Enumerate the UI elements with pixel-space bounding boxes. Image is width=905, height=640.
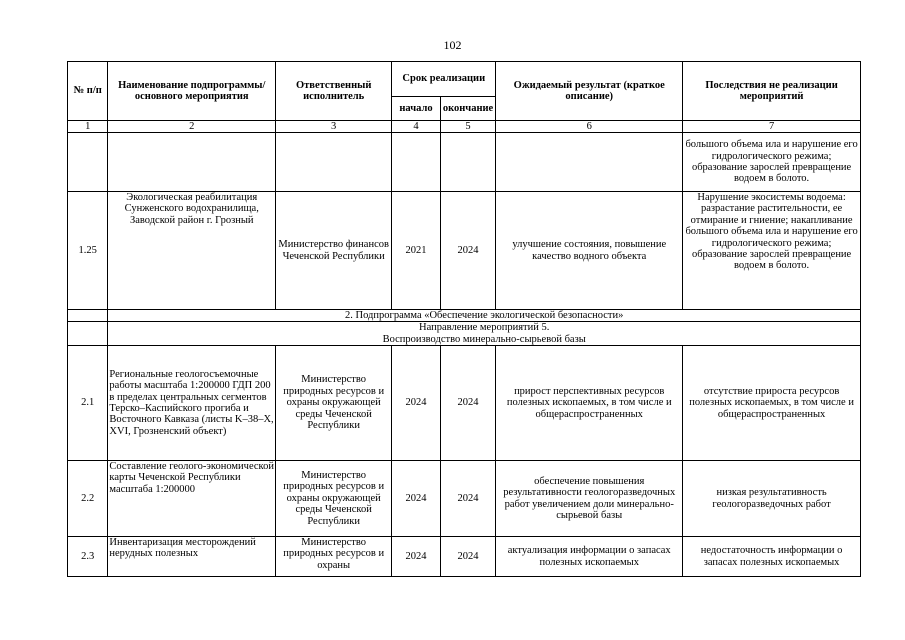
cell-result: обеспечение повышения результативности геологоразведочных работ увеличением доли минерально-сырьевой базы xyxy=(496,461,683,537)
cell-consequences: отсутствие прироста ресурсов полезных ископаемых, в том числе и общераспространенных xyxy=(683,346,861,461)
table-row xyxy=(68,192,861,310)
cell-start: 2024 xyxy=(392,346,440,461)
cell-end: 2024 xyxy=(440,537,496,577)
cell-no: 2.1 xyxy=(68,346,108,461)
cell-name xyxy=(108,133,276,192)
cell-start: 2024 xyxy=(392,537,440,577)
header-result: Ожидаемый результат (краткое описание) xyxy=(496,62,683,121)
table-row xyxy=(68,346,861,461)
table-row xyxy=(68,537,861,577)
header-term: Срок реализации xyxy=(392,62,496,97)
cell-end xyxy=(440,133,496,192)
cell-consequences: большого объема ила и нарушение его гидрологического режима; образование зарослей превращение водоем в болото. xyxy=(683,133,861,192)
column-number: 1 xyxy=(68,121,108,133)
measures-table xyxy=(67,61,861,577)
cell-executor xyxy=(276,133,392,192)
cell-name: Инвентаризация месторождений нерудных полезных xyxy=(108,537,276,577)
cell-executor: Министерство природных ресурсов и охраны окружающей среды Чеченской Республики xyxy=(276,461,392,537)
page-number: 102 xyxy=(443,38,462,52)
cell-no xyxy=(68,310,108,322)
header-row xyxy=(68,62,861,97)
cell-start: 2024 xyxy=(392,461,440,537)
cell-consequences: низкая результативность геологоразведочных работ xyxy=(683,461,861,537)
cell-executor: Министерство природных ресурсов и охраны окружающей среды Чеченской Республики xyxy=(276,346,392,461)
table-row xyxy=(68,133,861,192)
cell-name: Региональные геологосъемочные работы масштаба 1:200000 ГДП 200 в пределах центральных сегментов Терско–Каспийского прогиба и Восточного Кавказа (листы K–38–X, XVI, Грозненский объект) xyxy=(108,346,276,461)
cell-no: 2.3 xyxy=(68,537,108,577)
cell-no xyxy=(68,133,108,192)
cell-end: 2024 xyxy=(440,461,496,537)
column-number: 2 xyxy=(108,121,276,133)
section-title: 2. Подпрограмма «Обеспечение экологической безопасности» xyxy=(108,310,861,322)
header-consequences: Последствия не реализации мероприятий xyxy=(683,62,861,121)
header-start: начало xyxy=(392,97,440,121)
direction-title xyxy=(108,322,861,346)
column-number: 6 xyxy=(496,121,683,133)
cell-result: актуализация информации о запасах полезных ископаемых xyxy=(496,537,683,577)
cell-result: прирост перспективных ресурсов полезных ископаемых, в том числе и общераспространенных xyxy=(496,346,683,461)
cell-consequences: Нарушение экосистемы водоема: разрастание растительности, ее отмирание и гниение; накапливание большого объема ила и нарушение его гидрологического режима; образование зарослей превращение водоем в болото. xyxy=(683,192,861,310)
header-end: окончание xyxy=(440,97,496,121)
column-number: 5 xyxy=(440,121,496,133)
table-row xyxy=(68,461,861,537)
cell-start: 2021 xyxy=(392,192,440,310)
column-number: 7 xyxy=(683,121,861,133)
cell-no xyxy=(68,322,108,346)
section-row xyxy=(68,310,861,322)
direction-row xyxy=(68,322,861,346)
header-no: № п/п xyxy=(68,62,108,121)
cell-result: улучшение состояния, повышение качество водного объекта xyxy=(496,192,683,310)
direction-line-2: Воспроизводство минерально-сырьевой базы xyxy=(382,333,586,345)
cell-consequences: недостаточность информации о запасах полезных ископаемых xyxy=(683,537,861,577)
cell-name: Составление геолого-экономической карты Чеченской Республики масштаба 1:200000 xyxy=(108,461,276,537)
cell-start xyxy=(392,133,440,192)
cell-executor: Министерство финансов Чеченской Республики xyxy=(276,192,392,310)
cell-end: 2024 xyxy=(440,192,496,310)
header-executor: Ответственный исполнитель xyxy=(276,62,392,121)
cell-name: Экологическая реабилитация Сунженского водохранилища, Заводской район г. Грозный xyxy=(108,192,276,310)
cell-no: 1.25 xyxy=(68,192,108,310)
column-number: 3 xyxy=(276,121,392,133)
direction-line-1: Направление мероприятий 5. xyxy=(419,322,550,334)
cell-executor: Министерство природных ресурсов и охраны xyxy=(276,537,392,577)
header-name: Наименование подпрограммы/ основного мероприятия xyxy=(108,62,276,121)
column-numbers-row xyxy=(68,121,861,133)
cell-end: 2024 xyxy=(440,346,496,461)
cell-no: 2.2 xyxy=(68,461,108,537)
column-number: 4 xyxy=(392,121,440,133)
cell-result xyxy=(496,133,683,192)
